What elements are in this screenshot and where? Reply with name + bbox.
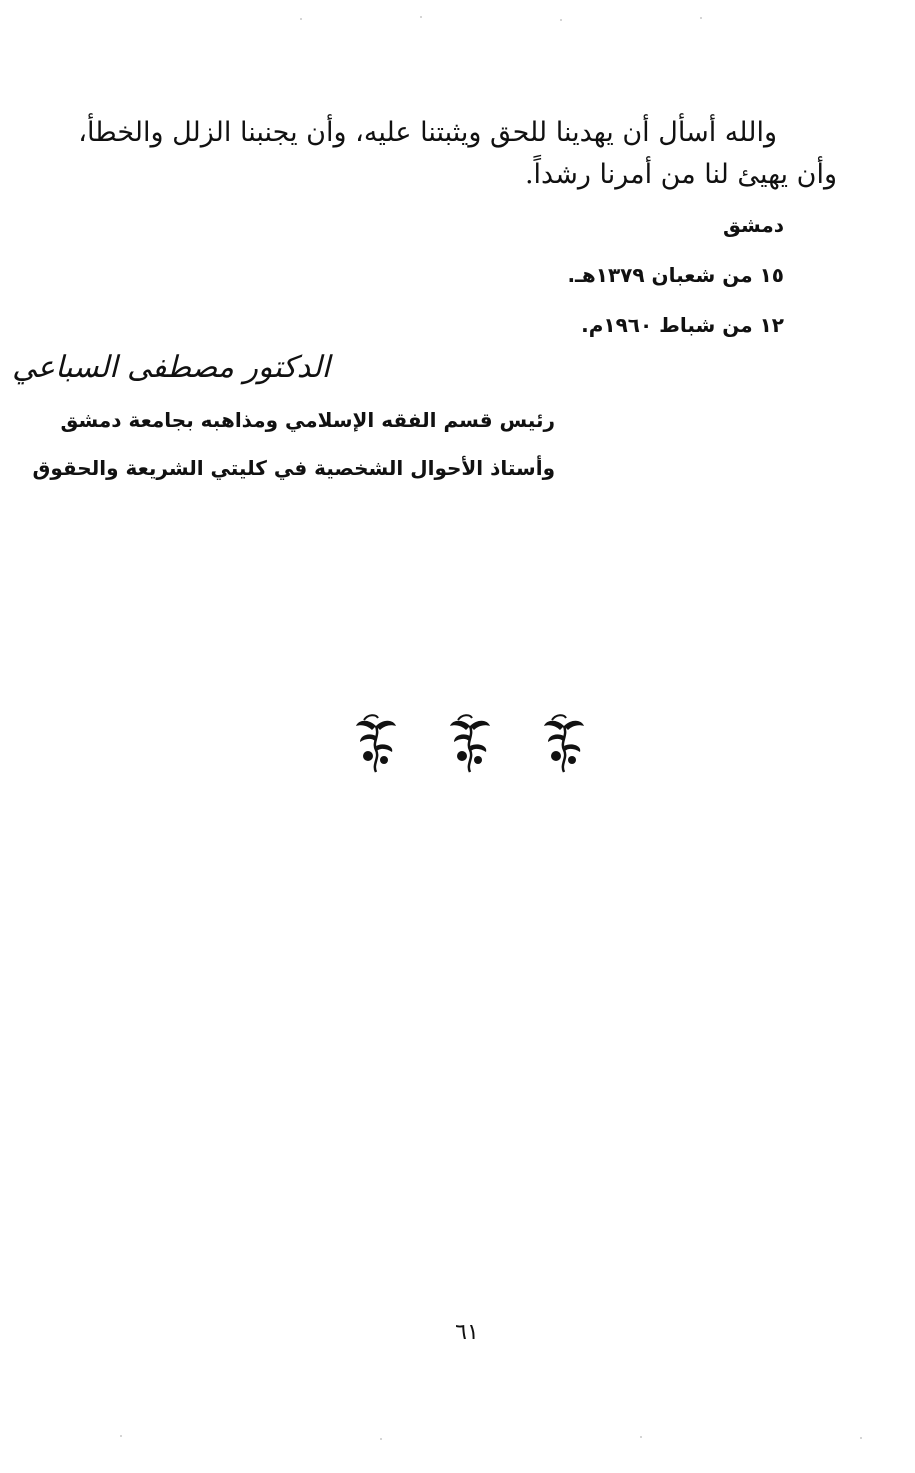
floral-ornament-icon: [350, 712, 402, 774]
closing-paragraph: [78, 112, 837, 196]
dateline-gregorian-date: ١٢ من شباط ١٩٦٠م.: [581, 313, 784, 337]
scan-speck: [120, 1435, 122, 1437]
dateline-block: [384, 210, 784, 360]
author-title-line: وأستاذ الأحوال الشخصية في كليتي الشريعة والحقوق: [32, 456, 555, 480]
scan-speck: [640, 1436, 642, 1438]
floral-ornament-icon: [538, 712, 590, 774]
scan-speck: [380, 1438, 382, 1440]
dateline-place: دمشق: [722, 213, 784, 237]
author-signature: الدكتور مصطفى السباعي: [12, 350, 330, 385]
scan-speck: [700, 17, 702, 19]
author-title-line: رئيس قسم الفقه الإسلامي ومذاهبه بجامعة دمشق: [60, 408, 555, 432]
section-end-ornaments: [340, 712, 600, 782]
paragraph-line: والله أسأل أن يهدينا للحق ويثبتنا عليه، وأن يجنبنا الزلل والخطأ،: [78, 117, 777, 148]
paragraph-line: وأن يهيئ لنا من أمرنا رشداً.: [524, 159, 837, 190]
scan-speck: [300, 18, 302, 20]
scan-speck: [420, 16, 422, 18]
page-number: ٦١: [455, 1320, 479, 1345]
scan-speck: [860, 1437, 862, 1439]
scan-speck: [560, 19, 562, 21]
floral-ornament-icon: [444, 712, 496, 774]
dateline-hijri-date: ١٥ من شعبان ١٣٧٩هـ.: [567, 263, 784, 287]
